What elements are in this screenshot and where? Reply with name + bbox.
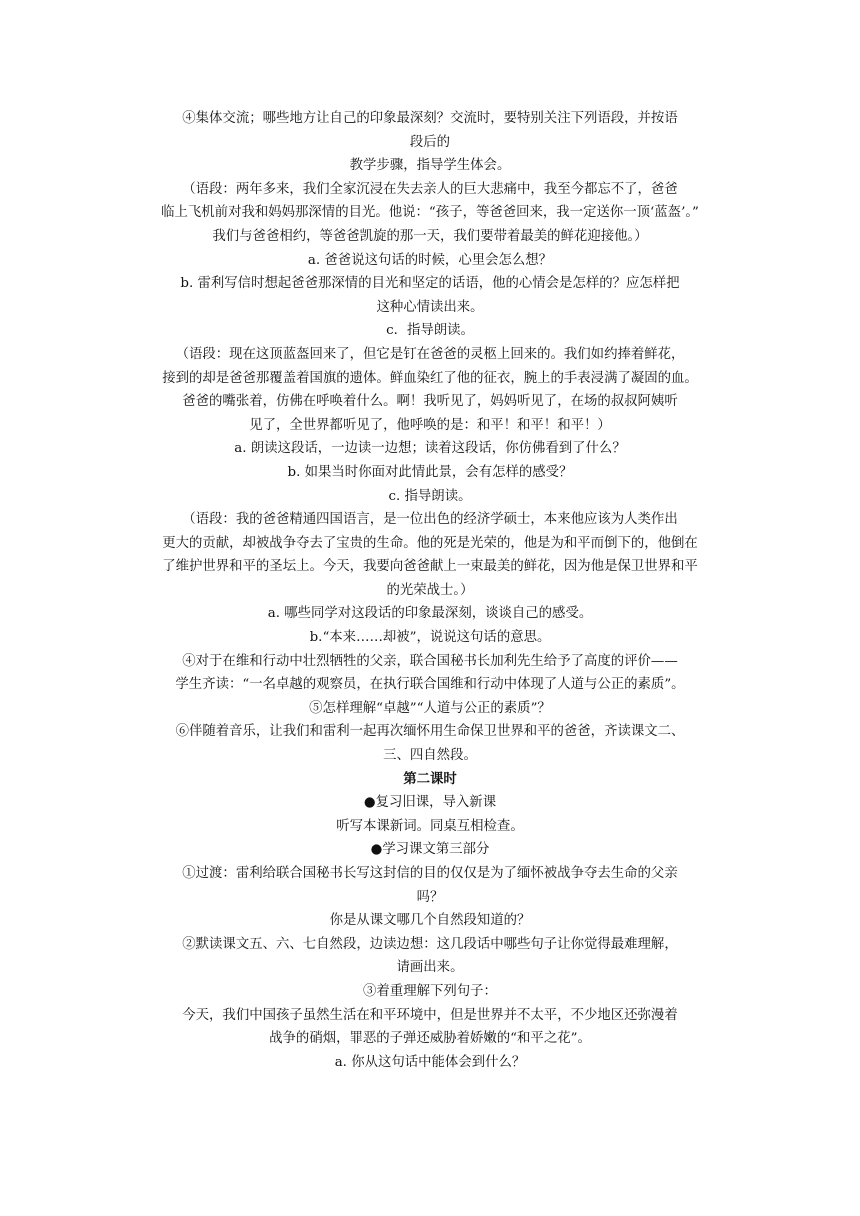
text-line: b. 雷利写信时想起爸爸那深情的目光和坚定的话语，他的心情会是怎样的？应怎样把 (180, 276, 680, 292)
text-line: （语段：两年多来，我们全家沉浸在失去亲人的巨大悲痛中，我至今都忘不了，爸爸 (182, 181, 678, 197)
text-line: a. 哪些同学对这段话的印象最深刻，谈谈自己的感受。 (267, 606, 593, 622)
text-line: （语段：我的爸爸精通四国语言，是一位出色的经济学硕士，本来他应该为人类作出 (182, 512, 678, 528)
text-line: c. 指导朗读。 (388, 488, 472, 504)
text-line: ①过渡：雷利给联合国秘书长写这封信的目的仅仅是为了缅怀被战争夺去生命的父亲 (182, 866, 678, 881)
text-line: ④对于在维和行动中壮烈牺牲的父亲，联合国秘书长加利先生给予了高度的评价—— (182, 653, 678, 669)
text-line: ⑤怎样理解“卓越”“人道与公正的素质”？ (309, 700, 551, 716)
text-line: 更大的贡献，却被战争夺去了宝贵的生命。他的死是光荣的，他是为和平而倒下的，他倒在 (162, 535, 698, 551)
text-line: （语段：现在这顶蓝盔回来了，但它是钉在爸爸的灵柩上回来的。我们如约捧着鲜花， (175, 346, 685, 362)
text-line: 三、四自然段。 (383, 748, 477, 764)
text-line: 学生齐读：“一名卓越的观察员，在执行联合国维和行动中体现了人道与公正的素质”。 (175, 677, 685, 693)
text-line: 今天，我们中国孩子虽然生活在和平环境中，但是世界并不太平，不少地区还弥漫着 (182, 1007, 678, 1023)
text-line: 段后的 (409, 134, 451, 150)
text-line: 这种心情读出来。 (376, 299, 484, 315)
text-line: b.“本来……却被”，说说这句话的意思。 (309, 630, 551, 646)
text-line: ②默读课文五、六、七自然段，边读边想：这几段话中哪些句子让你觉得最难理解， (182, 936, 678, 952)
text-line: ●学习课文第三部分 (370, 842, 490, 858)
text-line: a. 朗读这段话，一边读一边想；读着这段话，你仿佛看到了什么？ (234, 441, 626, 457)
text-line: a. 爸爸说这句话的时候，心里会怎么想？ (307, 252, 553, 268)
text-line: 你是从课文哪几个自然段知道的？ (329, 913, 531, 929)
text-line: a. 你从这句话中能体会到什么？ (334, 1054, 526, 1070)
section-heading: 第二课时 (403, 770, 457, 787)
text-line: 我们与爸爸相约，等爸爸凯旋的那一天，我们要带着最美的鲜花迎接他。） (212, 228, 648, 244)
text-line: 了维护世界和平的圣坛上。今天，我要向爸爸献上一束最美的鲜花，因为他是保卫世界和平 (162, 559, 698, 575)
text-line: ③着重理解下列句子： (363, 983, 497, 999)
text-line: c．指导朗读。 (386, 323, 474, 339)
text-line: ④集体交流；哪些地方让自己的印象最深刻？交流时，要特别关注下列语段，并按语 (182, 111, 678, 126)
text-line: 教学步骤，指导学生体会。 (349, 158, 511, 174)
text-line: 请画出来。 (396, 960, 464, 976)
text-line: ⑥伴随着音乐，让我们和雷利一起再次缅怀用生命保卫世界和平的爸爸，齐读课文二、 (175, 724, 685, 740)
text-line: b. 如果当时你面对此情此景，会有怎样的感受？ (287, 464, 573, 480)
text-line: 临上飞机前对我和妈妈那深情的目光。他说：“孩子，等爸爸回来，我一定送你一顶‘蓝盔’。” (161, 205, 699, 221)
text-line: 听写本课新词。同桌互相检查。 (336, 818, 524, 834)
text-line: 战争的硝烟，罪恶的子弹还威胁着娇嫩的“和平之花”。 (269, 1031, 591, 1047)
text-line: ●复习旧课，导入新课 (363, 795, 497, 811)
text-line: 吗？ (416, 889, 444, 905)
text-line: 接到的却是爸爸那覆盖着国旗的遗体。鲜血染红了他的征衣，腕上的手表浸满了凝固的血。 (162, 370, 698, 386)
document-body (128, 107, 732, 1074)
text-line: 的光荣战士。） (386, 582, 474, 598)
text-line: 爸爸的嘴张着，仿佛在呼唤着什么。啊！我听见了，妈妈听见了，在场的叔叔阿姨听 (182, 394, 678, 410)
text-line: 见了，全世界都听见了，他呼唤的是：和平！和平！和平！） (249, 417, 611, 433)
